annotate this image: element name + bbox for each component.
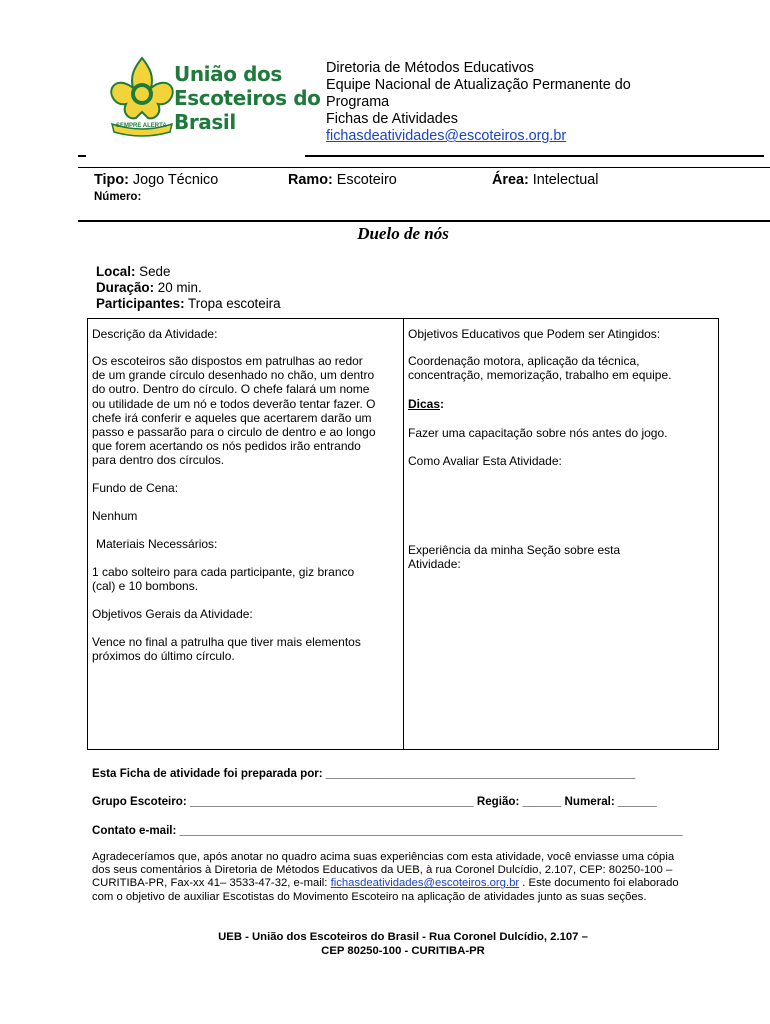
grupo-field[interactable]: Grupo Escoteiro: ____________________________________________ Região: ______ Numeral: ______ (92, 795, 657, 808)
logo-line-3: Brasil (174, 110, 236, 134)
text-line: Atividade: (408, 557, 461, 572)
objetivos-gerais-text (92, 635, 398, 663)
text-line: Vence no final a patrulha que tiver mais elementos (92, 635, 361, 649)
descricao-text (92, 354, 398, 468)
materiais-heading: Materiais Necessários: (96, 537, 218, 551)
dicas-label: Dicas (408, 397, 441, 411)
dicas-colon: : (440, 397, 445, 411)
text-line: do outro. Dentro do círculo. O chefe falará um nome (92, 382, 370, 397)
contato-field[interactable]: Contato e-mail: ______________________________________________________________________________ (92, 824, 683, 837)
text-line: 1 cabo solteiro para cada participante, giz branco (92, 565, 355, 579)
table-divider (403, 318, 404, 750)
header-email-link[interactable]: fichasdeatividades@escoteiros.org.br (326, 128, 567, 144)
area-label: Área: (492, 172, 529, 188)
text-line: Coordenação motora, aplicação da técnica, (408, 354, 640, 368)
address-line: CEP 80250-100 - CURITIBA-PR (321, 945, 485, 957)
address-line: UEB - União dos Escoteiros do Brasil - Rua Coronel Dulcídio, 2.107 – (218, 931, 588, 943)
duracao-label: Duração: (96, 280, 155, 295)
activity-info (96, 264, 281, 312)
text-segment: CURITIBA-PR, Fax-xx 41– 3533-47-32, e-mail: (92, 877, 331, 890)
local-value: Sede (139, 264, 171, 279)
ramo-label: Ramo: (288, 172, 333, 188)
numero-label: Número: (94, 191, 142, 203)
header-info (326, 60, 756, 145)
ramo-field (288, 172, 397, 188)
footer-email-link[interactable]: fichasdeatividades@escoteiros.org.br (330, 877, 520, 890)
text-line (92, 877, 722, 890)
text-line: para dentro dos círculos. (92, 453, 225, 468)
duracao-value: 20 min. (157, 280, 202, 295)
text-line: com o objetivo de auxiliar Escotistas do Movimento Escoteiro na aplicação de atividades junto as suas seções. (92, 890, 647, 903)
text-line: Os escoteiros são dispostos em patrulhas ao redor (92, 354, 363, 368)
text-line: (cal) e 10 bombons. (92, 579, 199, 594)
header-line-4: Fichas de Atividades (326, 111, 458, 127)
text-line: Experiência da minha Seção sobre esta (408, 543, 621, 557)
header-line-2: Equipe Nacional de Atualização Permanente do (326, 77, 631, 93)
header-line-3: Programa (326, 94, 390, 110)
tipo-value: Jogo Técnico (132, 172, 219, 188)
experiencia-heading (408, 543, 714, 571)
divider (78, 220, 770, 222)
preparada-field[interactable]: Esta Ficha de atividade foi preparada por: ________________________________________________ (92, 767, 636, 780)
tipo-label: Tipo: (94, 172, 129, 188)
footer-note (92, 851, 722, 904)
area-value: Intelectual (532, 172, 599, 188)
divider (305, 155, 764, 157)
logo-ribbon: SEMPRE ALERTA (116, 123, 167, 129)
footer-address (0, 930, 770, 958)
tipo-field (94, 172, 218, 188)
area-field (492, 172, 598, 188)
text-line: de um grande círculo desenhado no chão, um dentro (92, 368, 375, 383)
fundo-heading: Fundo de Cena: (92, 481, 179, 495)
text-segment: . Este documento foi elaborado (519, 877, 679, 890)
text-line: que forem acertando os nós pedidos irão entrando (92, 439, 361, 454)
text-line: Agradeceríamos que, após anotar no quadro acima suas experiências com esta atividade, você enviasse uma cópia (92, 851, 675, 863)
dicas-text: Fazer uma capacitação sobre nós antes do jogo. (408, 426, 668, 440)
divider (78, 155, 86, 157)
local-label: Local: (96, 264, 136, 279)
objetivos-educativos-text (408, 354, 714, 382)
text-line: chefe irá conferir e aqueles que acertarem darão um (92, 410, 372, 425)
logo-line-2: Escoteiros do (174, 86, 321, 110)
header-line-1: Diretoria de Métodos Educativos (326, 60, 534, 76)
participantes-label: Participantes: (96, 296, 185, 311)
participantes-value: Tropa escoteira (188, 296, 281, 311)
text-line: concentração, memorização, trabalho em equipe. (408, 368, 672, 383)
avaliar-heading: Como Avaliar Esta Atividade: (408, 454, 562, 468)
objetivos-educativos-heading: Objetivos Educativos que Podem ser Atingidos: (408, 327, 661, 341)
text-line: próximos do último círculo. (92, 649, 235, 664)
text-line: passo e passarão para o circulo de dentro e ao longo (92, 425, 376, 440)
logo-wordmark (174, 62, 320, 134)
text-line: dos seus comentários à Diretoria de Métodos Educativos da UEB, à rua Coronel Dulcídio, 2.107, CEP: 80250-100 – (92, 864, 673, 877)
text-line: ou utilidade de um nó e todos deverão tentar fazer. O (92, 396, 376, 411)
activity-title: Duelo de nós (357, 224, 449, 243)
divider (78, 167, 770, 168)
descricao-heading: Descrição da Atividade: (92, 327, 218, 341)
logo-line-1: União dos (174, 62, 282, 86)
dicas-heading (408, 397, 714, 411)
fundo-text: Nenhum (92, 509, 138, 523)
materiais-text (92, 565, 398, 593)
objetivos-gerais-heading: Objetivos Gerais da Atividade: (92, 607, 253, 621)
ramo-value: Escoteiro (336, 172, 397, 188)
